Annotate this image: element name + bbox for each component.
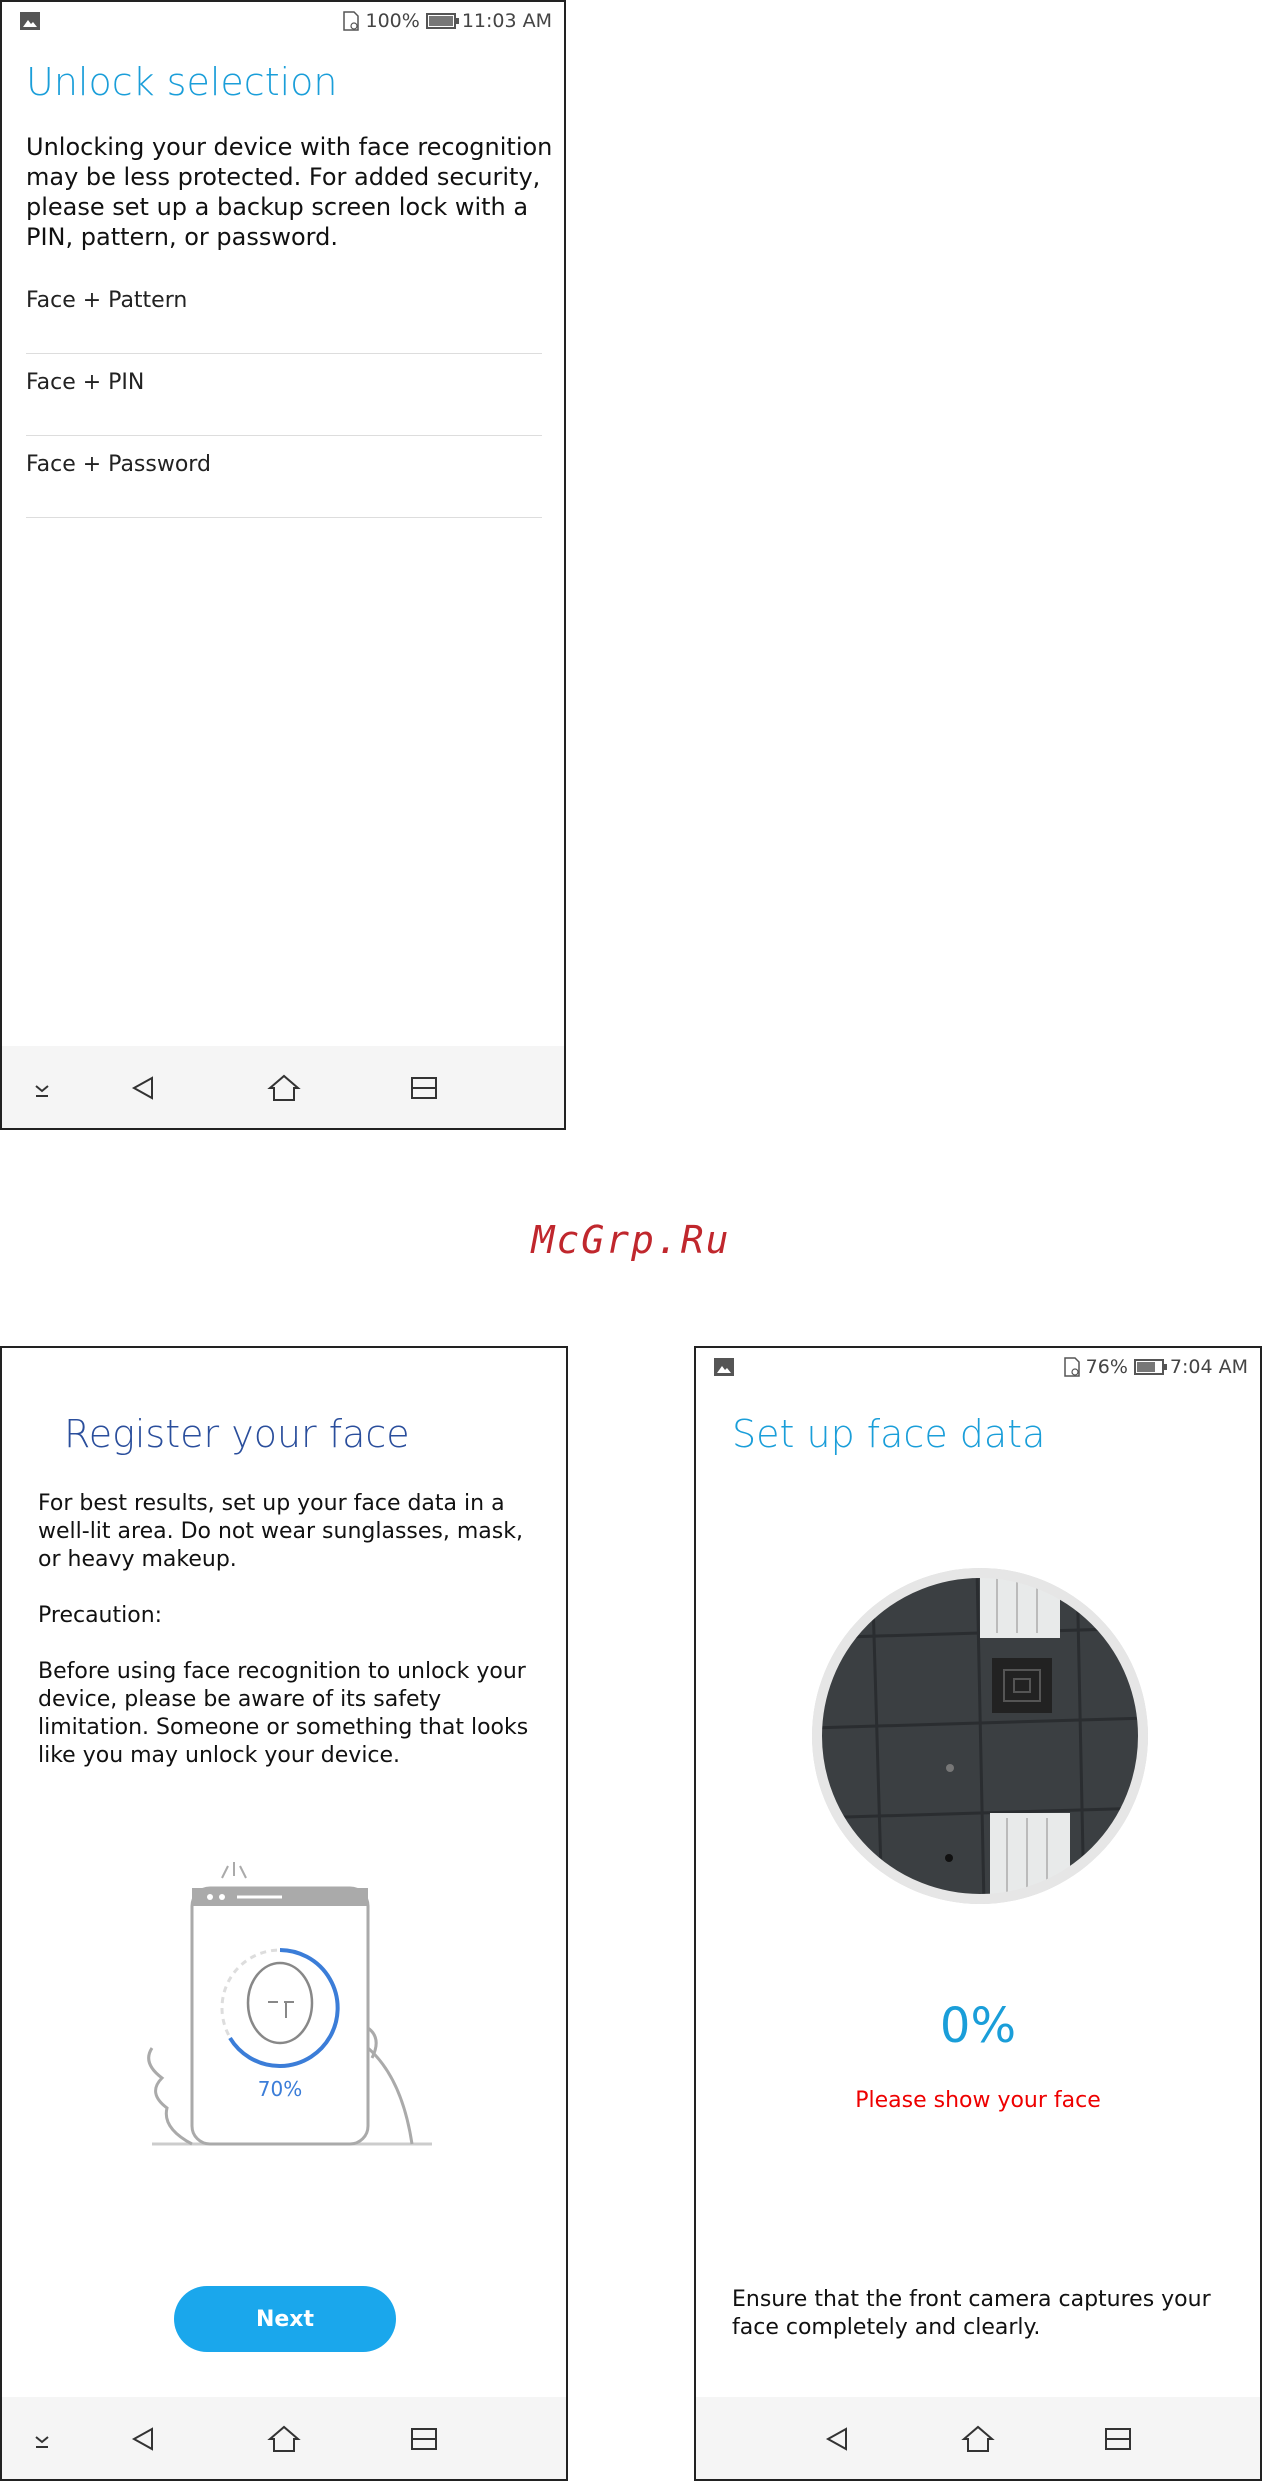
screen-unlock-selection: [0, 0, 566, 1130]
precaution-heading: Precaution:: [38, 1603, 163, 1628]
battery-icon: [1134, 1359, 1164, 1375]
clock: 11:03 AM: [461, 10, 552, 32]
recents-icon[interactable]: [1098, 2419, 1138, 2459]
home-icon[interactable]: [264, 1068, 304, 1108]
instruction-text: Ensure that the front camera captures your face completely and clearly.: [732, 2287, 1211, 2340]
progress-percent: 0%: [939, 1998, 1017, 2054]
screen-register-face: [0, 1346, 568, 2481]
tips-paragraph: For best results, set up your face data in a well-lit area. Do not wear sunglasses, mask, or heavy makeup.: [38, 1491, 523, 1572]
option-label: Face + Password: [26, 452, 211, 477]
page-title: Register your face: [64, 1412, 410, 1456]
sd-card-icon: [1064, 1357, 1080, 1377]
status-bar: [2, 2, 564, 42]
status-bar: [696, 1348, 1260, 1388]
instructions-text: [38, 1490, 548, 1770]
home-icon[interactable]: [264, 2419, 304, 2459]
battery-percent: 100%: [365, 10, 420, 32]
watermark: McGrp.Ru: [531, 1218, 731, 1262]
image-icon: [20, 12, 40, 30]
option-face-pin[interactable]: [26, 354, 542, 436]
recents-icon[interactable]: [404, 1068, 444, 1108]
option-label: Face + Pattern: [26, 288, 188, 313]
collapse-icon[interactable]: [22, 1068, 62, 1108]
option-face-password[interactable]: [26, 436, 542, 518]
sd-card-icon: [343, 11, 359, 31]
clock: 7:04 AM: [1169, 1356, 1248, 1378]
recents-icon[interactable]: [404, 2419, 444, 2459]
option-face-pattern[interactable]: [26, 272, 542, 354]
page-title: Unlock selection: [26, 60, 338, 104]
page-title: Set up face data: [732, 1412, 1046, 1456]
back-icon[interactable]: [124, 1068, 164, 1108]
warning-message: Please show your face: [855, 2088, 1101, 2113]
navigation-bar: [696, 2397, 1260, 2479]
option-label: Face + PIN: [26, 370, 145, 395]
back-icon[interactable]: [124, 2419, 164, 2459]
screen-setup-face-data: [694, 1346, 1262, 2481]
navigation-bar: [2, 2397, 566, 2479]
next-button[interactable]: Next: [174, 2286, 396, 2352]
navigation-bar: [2, 1046, 564, 1128]
face-scan-illustration: [142, 1848, 442, 2148]
precaution-paragraph: Before using face recognition to unlock your device, please be aware of its safety limitation. Someone or something that looks like you may unlock your device.: [38, 1659, 529, 1768]
camera-preview: [812, 1568, 1148, 1904]
collapse-icon[interactable]: [22, 2419, 62, 2459]
home-icon[interactable]: [958, 2419, 998, 2459]
battery-percent: 76%: [1085, 1356, 1128, 1378]
illustration-percent: 70%: [257, 2077, 303, 2101]
description-text: Unlocking your device with face recognition may be less protected. For added security, please set up a backup screen lock with a PIN, pattern, or password.: [26, 133, 553, 251]
image-icon: [714, 1358, 734, 1376]
battery-icon: [426, 13, 456, 29]
back-icon[interactable]: [818, 2419, 858, 2459]
